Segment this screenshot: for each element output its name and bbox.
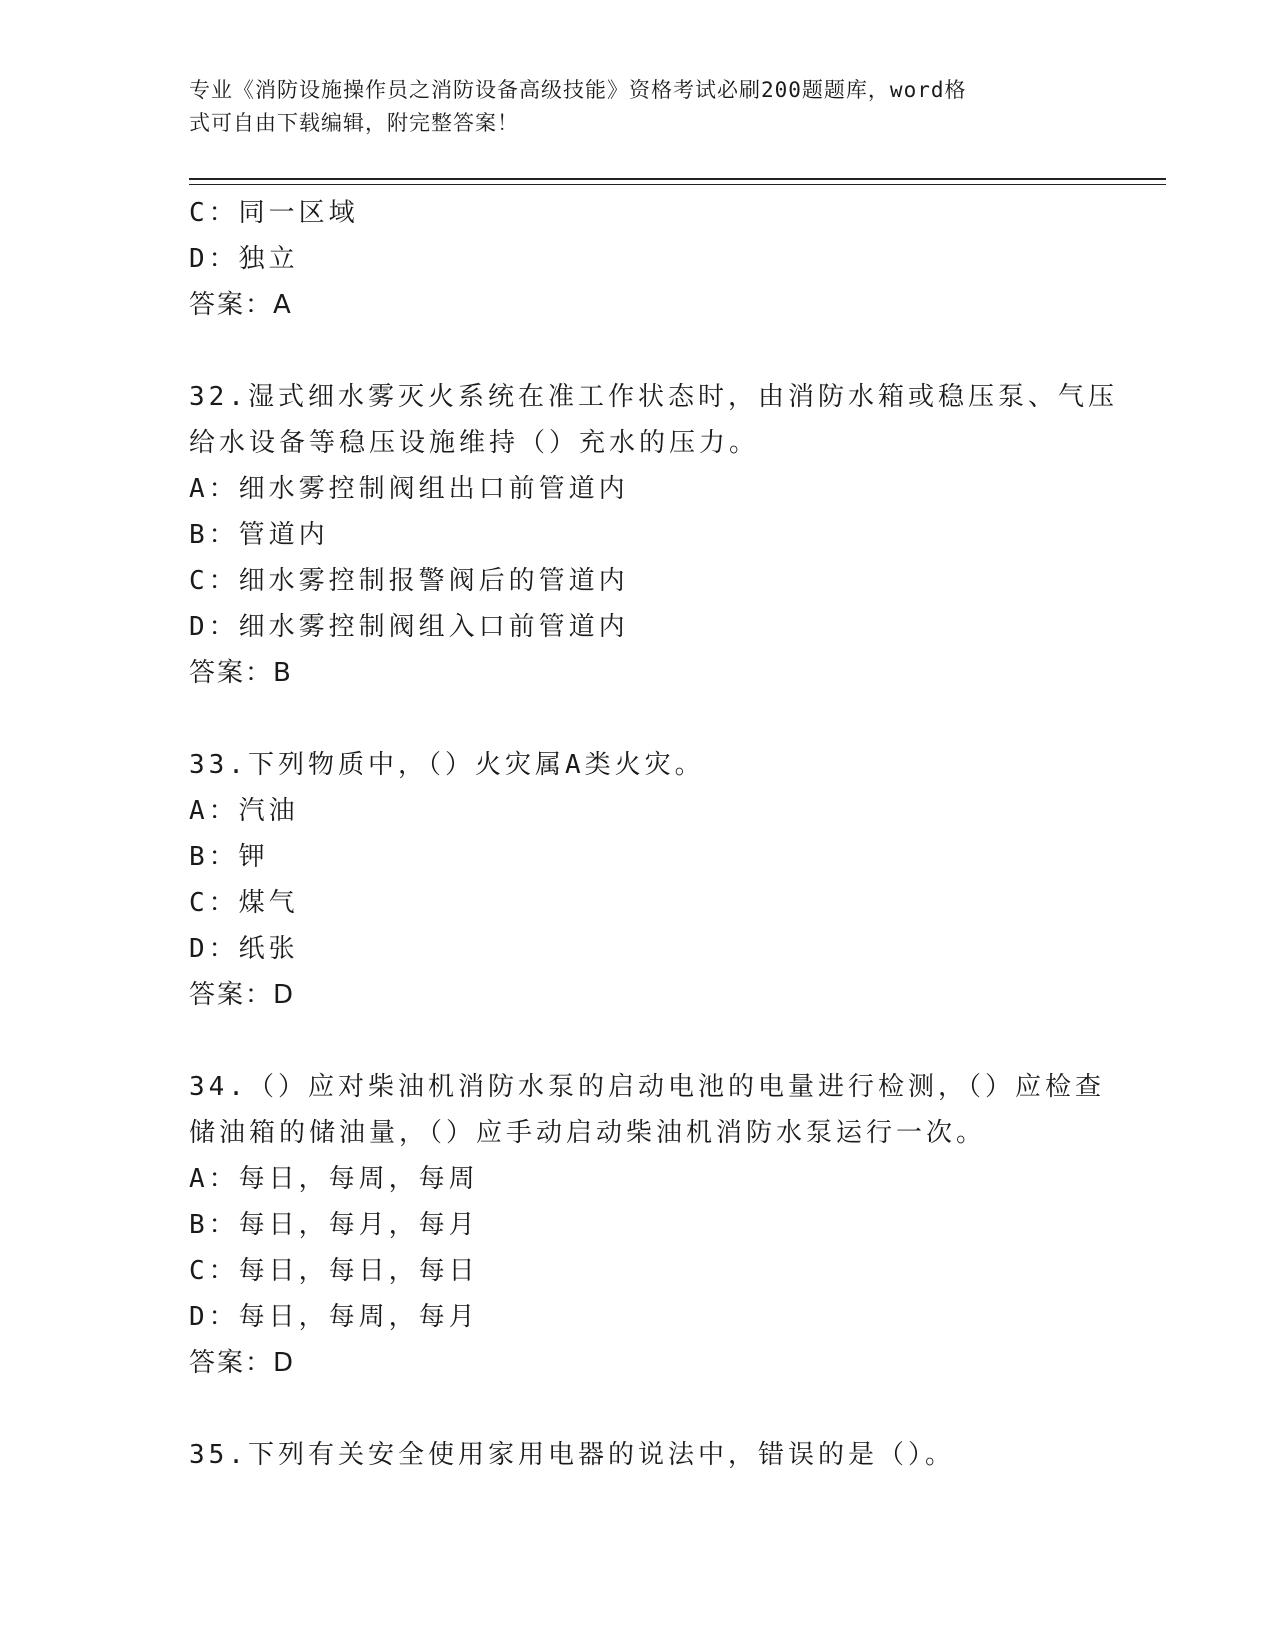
- option-c: C：每日，每日，每日: [189, 1256, 479, 1286]
- answer-line: 答案：A: [189, 290, 293, 320]
- spacer: [189, 1386, 1089, 1432]
- spacer: [189, 328, 1089, 374]
- option-a: A：细水雾控制阀组出口前管道内: [189, 474, 629, 504]
- question-block-33: [189, 742, 1089, 1018]
- answer-line: 答案：D: [189, 1348, 296, 1378]
- spacer: [189, 696, 1089, 742]
- option-b: B：钾: [189, 842, 269, 872]
- answer-line: 答案：B: [189, 658, 293, 688]
- option-c: C：煤气: [189, 888, 299, 918]
- question-block-32: [189, 374, 1118, 696]
- question-stem-line: 给水设备等稳压设施维持（）充水的压力。: [189, 428, 760, 458]
- option-a: A：每日，每周，每周: [189, 1164, 479, 1194]
- option-d: D：细水雾控制阀组入口前管道内: [189, 612, 629, 642]
- question-stem-line: 34.（）应对柴油机消防水泵的启动电池的电量进行检测，（）应检查: [189, 1072, 1105, 1102]
- page-header: [189, 74, 1089, 140]
- question-list: [189, 190, 1118, 1478]
- option-b: B：管道内: [189, 520, 329, 550]
- question-stem-line: 35.下列有关安全使用家用电器的说法中，错误的是（）。: [189, 1440, 955, 1470]
- option-d: D：纸张: [189, 934, 299, 964]
- question-block-35: [189, 1432, 1089, 1478]
- header-rule-thick: [189, 178, 1166, 180]
- question-stem-line: 储油箱的储油量，（）应手动启动柴油机消防水泵运行一次。: [189, 1118, 987, 1148]
- question-block-31-tail: [189, 190, 1089, 328]
- header-line-1: 专业《消防设施操作员之消防设备高级技能》资格考试必刷200题题库，word格: [189, 78, 967, 102]
- option-b: B：每日，每月，每月: [189, 1210, 479, 1240]
- header-rule-thin: [189, 184, 1166, 185]
- answer-line: 答案：D: [189, 980, 296, 1010]
- spacer: [189, 1018, 1089, 1064]
- header-line-2: 式可自由下载编辑，附完整答案！: [189, 111, 519, 135]
- option-c: C：同一区域: [189, 198, 359, 228]
- question-stem-line: 33.下列物质中，（）火灾属A类火灾。: [189, 750, 705, 780]
- option-d: D：独立: [189, 244, 299, 274]
- question-stem-line: 32.湿式细水雾灭火系统在准工作状态时，由消防水箱或稳压泵、气压: [189, 382, 1118, 412]
- question-block-34: [189, 1064, 1105, 1386]
- option-c: C：细水雾控制报警阀后的管道内: [189, 566, 629, 596]
- option-d: D：每日，每周，每月: [189, 1302, 479, 1332]
- option-a: A：汽油: [189, 796, 299, 826]
